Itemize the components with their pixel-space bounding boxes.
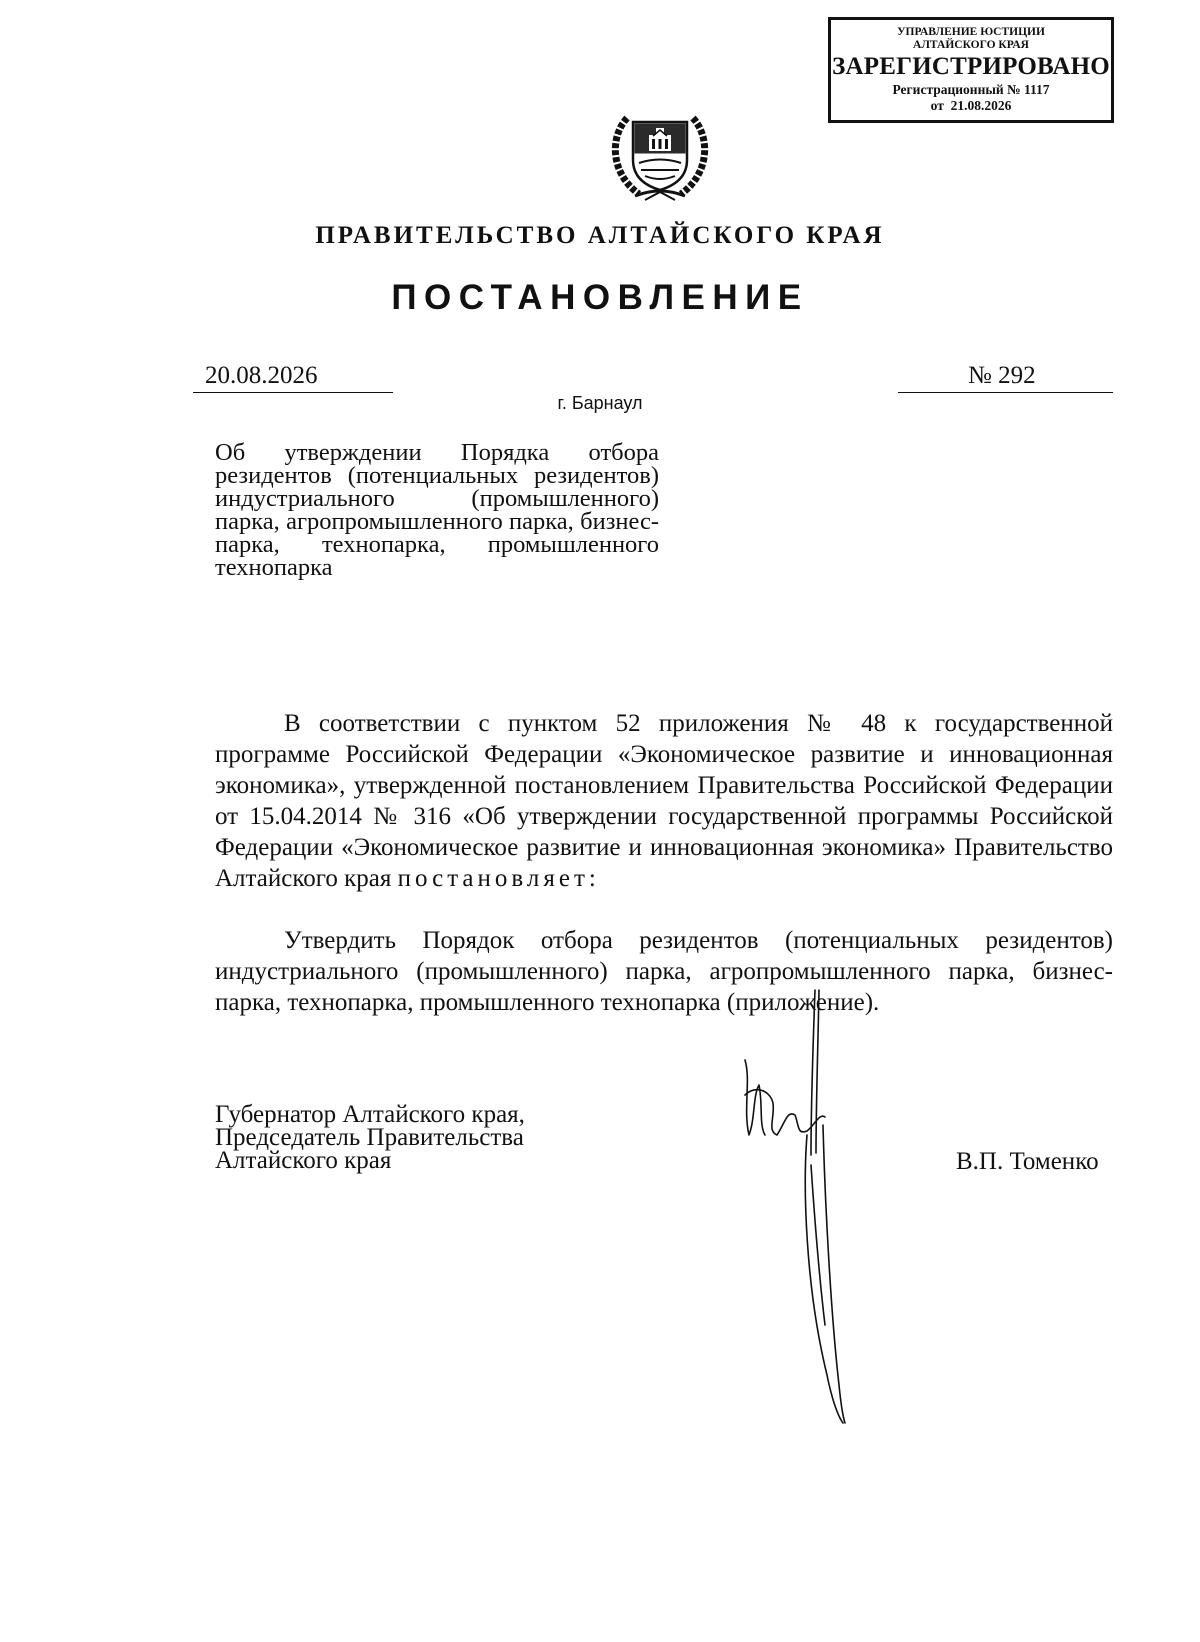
document-subject: Об утверждении Порядка отбора резидентов (потенциальных резидентов) индустриального (промышленного) парка, агропромышленного парка, бизнес-парка, технопарка, промышленного технопарка [215, 439, 659, 581]
signatory-title-line2: Председатель Правительства [215, 1124, 524, 1151]
stamp-registration-number: Регистрационный № 1117 [892, 82, 1050, 97]
signatory-name: В.П. Томенко [956, 1148, 1099, 1175]
registration-stamp [828, 17, 1114, 123]
signatory-title-line3: Алтайского края [215, 1147, 392, 1174]
signatory-title-line1: Губернатор Алтайского края, [215, 1101, 525, 1128]
document-number: № 292 [968, 362, 1036, 389]
preamble-text: В соответствии с пунктом 52 приложения № 48 к государственной программе Российской Федерации «Экономическое развитие и инновационная экономика», утвержденной постановлением Правительства Российской Федерации от 15.04.2014 № 316 «Об утверждении государственной программы Российской Федерации «Экономическое развитие и инновационная экономика» Правительство Алтайского края [215, 710, 1113, 892]
government-name: ПРАВИТЕЛЬСТВО АЛТАЙСКОГО КРАЯ [315, 222, 885, 249]
document-city: г. Барнаул [557, 393, 643, 413]
coat-of-arms-icon [605, 108, 715, 204]
resolution-paragraph: Утвердить Порядок отбора резидентов (потенциальных резидентов) индустриального (промышленного) парка, агропромышленного парка, бизнес-парка, технопарка, промышленного технопарка (приложение). [215, 927, 1113, 1016]
stamp-status: ЗАРЕГИСТРИРОВАНО [832, 53, 1110, 80]
stamp-department [831, 26, 1111, 52]
handwritten-signature-icon [715, 985, 890, 1425]
stamp-date: от 21.08.2026 [930, 98, 1012, 113]
document-date: 20.08.2026 [205, 362, 318, 389]
document-type: ПОСТАНОВЛЕНИЕ [391, 278, 809, 317]
stamp-department-line1: УПРАВЛЕНИЕ ЮСТИЦИИ [897, 26, 1045, 38]
stamp-department-line2: АЛТАЙСКОГО КРАЯ [913, 39, 1029, 51]
resolves-word: постановляет: [397, 865, 600, 892]
preamble-paragraph [215, 708, 1113, 894]
signatory-title [215, 1103, 525, 1172]
